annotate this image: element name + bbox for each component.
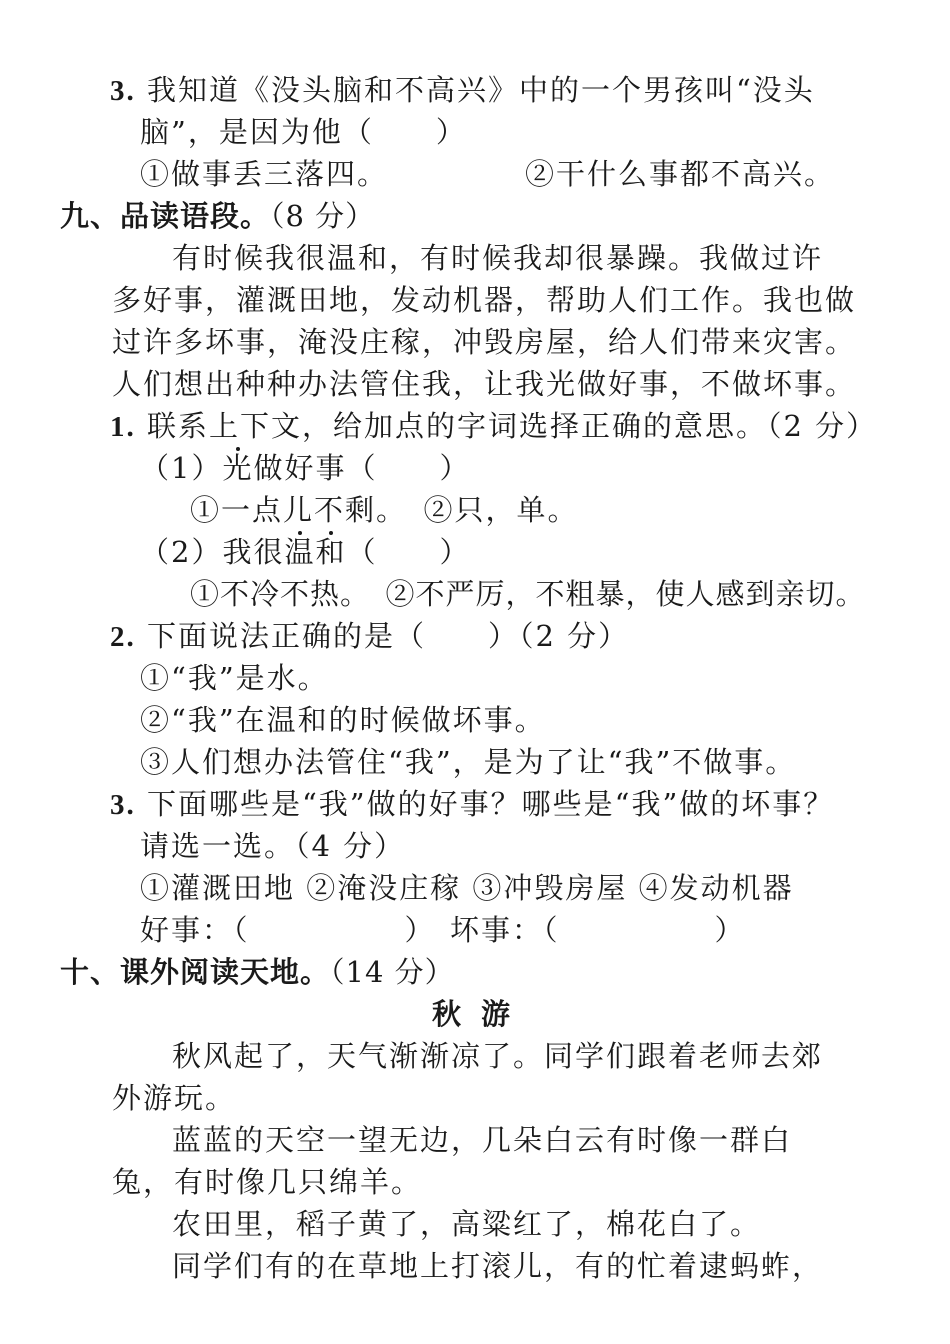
dotted-char-he: 和	[315, 535, 347, 569]
q9-1-line	[110, 409, 878, 443]
section-9-points: （8 分）	[270, 199, 376, 233]
story-line-4: 兔，有时像几只绵羊。	[112, 1165, 423, 1199]
section-10-heading	[60, 955, 455, 989]
q9-3-line1	[110, 787, 835, 821]
passage-line-3: 过许多坏事，淹没庄稼，冲毁房屋，给人们带来灾害。	[112, 325, 857, 359]
story-title: 秋游	[432, 997, 531, 1031]
q9-1-sub2-prefix: （2）我很	[140, 535, 285, 569]
q8-3-text-line1: 我知道《没头脑和不高兴》中的一个男孩叫“没头	[146, 73, 815, 107]
q9-1-number: 1.	[110, 411, 136, 443]
q8-3-number: 3.	[110, 75, 136, 107]
story-line-5: 农田里，稻子黄了，高粱红了，棉花白了。	[172, 1207, 762, 1241]
story-line-3: 蓝蓝的天空一望无边，几朵白云有时像一群白	[172, 1123, 793, 1157]
dotted-char-wen: 温	[284, 535, 316, 569]
q9-2-text: 下面说法正确的是（ ）（2 分）	[146, 619, 630, 653]
section-10-points: （14 分）	[330, 955, 455, 989]
q9-3-text-line1: 下面哪些是“我”做的好事？哪些是“我”做的坏事？	[146, 787, 835, 821]
story-line-1: 秋风起了，天气渐渐凉了。同学们跟着老师去郊	[172, 1039, 824, 1073]
q8-3-option-2: ②干什么事都不高兴。	[525, 157, 836, 191]
q9-1-sub1-suffix: 做好事（ ）	[253, 451, 471, 485]
dotted-char-guang: 光	[222, 451, 254, 485]
q8-3-line1	[110, 73, 815, 107]
q9-2-option-2: ②“我”在温和的时候做坏事。	[140, 703, 546, 737]
q8-3-option-1: ①做事丢三落四。	[140, 157, 389, 191]
section-9-heading	[60, 199, 376, 233]
q9-2-option-1: ①“我”是水。	[140, 661, 329, 695]
q9-3-good-answer: 好事：（ ）	[140, 913, 436, 947]
q9-3-bad-answer: 坏事：（ ）	[450, 913, 746, 947]
q9-1-sub2-suffix: （ ）	[346, 535, 471, 569]
passage-line-2: 多好事，灌溉田地，发动机器，帮助人们工作。我也做	[112, 283, 857, 317]
q9-3-line2: 请选一选。（4 分）	[140, 829, 406, 863]
story-line-6: 同学们有的在草地上打滚儿，有的忙着逮蚂蚱，	[172, 1249, 824, 1283]
q9-3-number: 3.	[110, 789, 136, 821]
q9-1-sub1	[140, 451, 471, 485]
passage-line-4: 人们想出种种办法管住我，让我光做好事，不做坏事。	[112, 367, 857, 401]
q9-1-sub1-options: ①一点儿不剩。 ②只，单。	[190, 493, 579, 527]
q9-3-options: ①灌溉田地 ②淹没庄稼 ③冲毁房屋 ④发动机器	[140, 871, 794, 905]
q9-1-sub1-prefix: （1）	[140, 451, 223, 485]
q9-1-sub2-options: ①不冷不热。 ②不严厉，不粗暴，使人感到亲切。	[190, 577, 866, 611]
q9-2-line	[110, 619, 630, 653]
q9-1-sub2	[140, 535, 471, 569]
q9-2-number: 2.	[110, 621, 136, 653]
q9-1-text: 联系上下文，给加点的字词选择正确的意思。（2 分）	[146, 409, 878, 443]
q9-2-option-3: ③人们想办法管住“我”，是为了让“我”不做事。	[140, 745, 797, 779]
story-line-2: 外游玩。	[112, 1081, 237, 1115]
q8-3-line2: 脑”，是因为他（ ）	[140, 115, 467, 149]
section-9-title: 九、品读语段。	[60, 199, 271, 233]
passage-line-1: 有时候我很温和，有时候我却很暴躁。我做过许	[172, 241, 824, 275]
section-10-title: 十、课外阅读天地。	[60, 955, 331, 989]
